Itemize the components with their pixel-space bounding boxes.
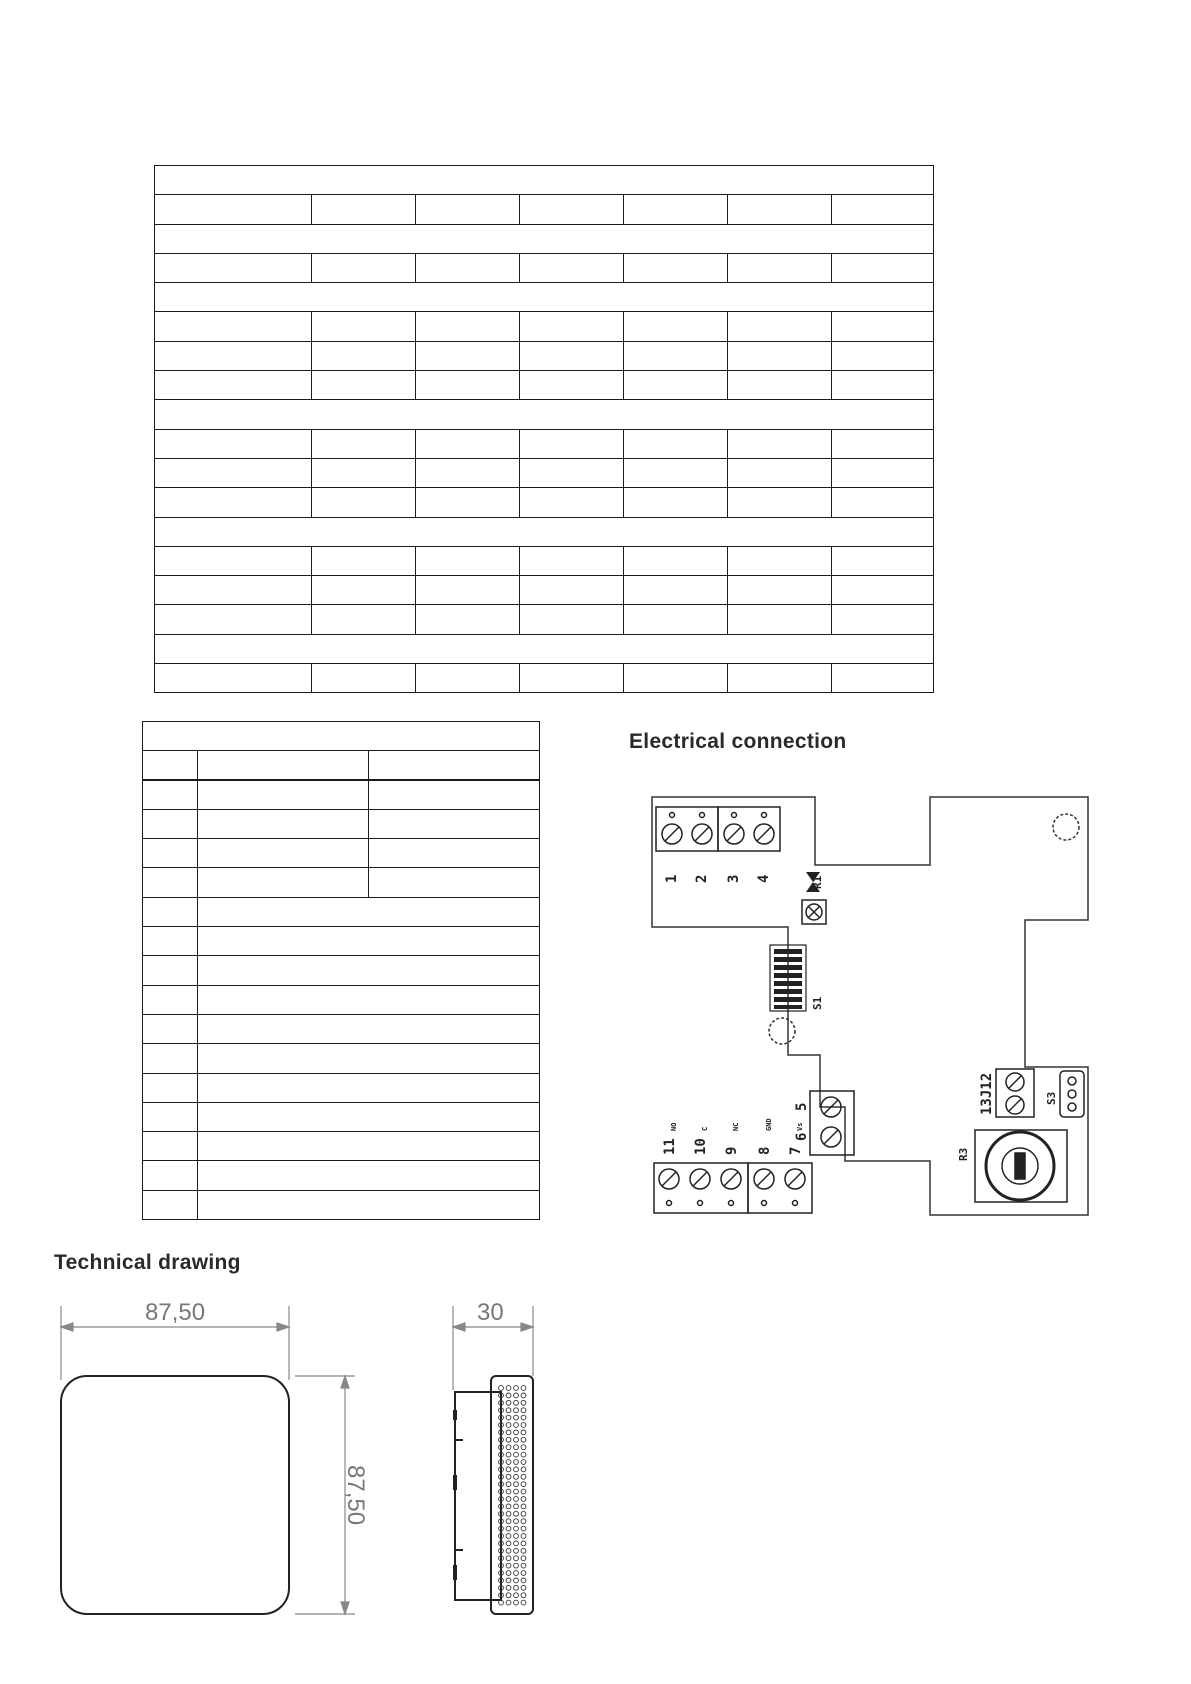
r1-component [802, 872, 826, 924]
vent-hole [514, 1563, 519, 1568]
table-section-row [155, 517, 934, 546]
table-row [155, 605, 934, 634]
table-row [155, 664, 934, 693]
r3-potentiometer [975, 1130, 1067, 1202]
table-row [143, 868, 540, 897]
vent-hole [521, 1578, 526, 1583]
terminal-label: 1 [664, 874, 680, 883]
terminal-label: 7 [788, 1146, 804, 1155]
table-row [143, 897, 540, 926]
terminal-label: 10 [693, 1138, 709, 1155]
vent-hole [506, 1593, 511, 1598]
table-row [155, 488, 934, 517]
vent-hole [521, 1585, 526, 1590]
vent-hole [506, 1437, 511, 1442]
terminal-sublabel: C [701, 1126, 709, 1131]
table-row [143, 1161, 540, 1190]
terminal-block-bottom [654, 1163, 812, 1213]
table-row [155, 341, 934, 370]
vent-hole [506, 1585, 511, 1590]
ventilation-grille [499, 1386, 526, 1605]
terminal-label: 6 [794, 1132, 810, 1141]
terminal-label: 2 [694, 874, 710, 883]
vent-hole [514, 1504, 519, 1509]
vent-hole [521, 1474, 526, 1479]
vent-hole [506, 1445, 511, 1450]
vent-hole [521, 1408, 526, 1413]
vent-hole [514, 1571, 519, 1576]
technical-drawing-heading: Technical drawing [54, 1251, 241, 1274]
table-row [155, 253, 934, 282]
table-row [143, 780, 540, 809]
vent-hole [521, 1519, 526, 1524]
vent-hole [506, 1556, 511, 1561]
front-view-drawing [55, 1299, 369, 1630]
r3-label: R3 [957, 1147, 970, 1161]
vent-hole [514, 1600, 519, 1605]
vent-hole [521, 1593, 526, 1598]
vent-hole [514, 1430, 519, 1435]
width-dimension: 87,50 [145, 1299, 206, 1326]
vent-hole [521, 1571, 526, 1576]
vent-hole [506, 1504, 511, 1509]
table-row [155, 371, 934, 400]
terminal-sublabel: GND [765, 1118, 773, 1131]
vent-hole [521, 1415, 526, 1420]
table-row [143, 809, 540, 838]
mounting-hole [769, 1018, 795, 1044]
vent-hole [521, 1452, 526, 1457]
s1-dip-switch [770, 945, 824, 1011]
table-row [143, 1190, 540, 1219]
vent-hole [506, 1386, 511, 1391]
vent-hole [506, 1600, 511, 1605]
table-row [143, 1073, 540, 1102]
vent-hole [514, 1519, 519, 1524]
vent-hole [506, 1452, 511, 1457]
vent-hole [514, 1548, 519, 1553]
vent-hole [521, 1600, 526, 1605]
table-row [143, 1014, 540, 1043]
vent-hole [521, 1393, 526, 1398]
table-header-row [143, 751, 540, 780]
vent-hole [521, 1445, 526, 1450]
vent-hole [506, 1408, 511, 1413]
terminal-label: 3 [726, 874, 742, 883]
vent-hole [521, 1482, 526, 1487]
vent-hole [514, 1386, 519, 1391]
vent-hole [514, 1408, 519, 1413]
mounting-hole [1053, 814, 1079, 840]
vent-hole [514, 1556, 519, 1561]
s1-label: S1 [811, 996, 824, 1010]
table-row [143, 956, 540, 985]
vent-hole [521, 1467, 526, 1472]
vent-hole [521, 1563, 526, 1568]
table-row [143, 1102, 540, 1131]
vent-hole [506, 1497, 511, 1502]
vent-hole [521, 1511, 526, 1516]
table-row [155, 195, 934, 224]
device-front-outline [61, 1376, 289, 1614]
table-section-row [155, 224, 934, 253]
vent-hole [521, 1386, 526, 1391]
table-row [155, 458, 934, 487]
r1-label: R1 [811, 875, 824, 889]
table-section-row [155, 166, 934, 195]
vent-hole [514, 1452, 519, 1457]
table-row [143, 985, 540, 1014]
vent-hole [506, 1571, 511, 1576]
table-row [143, 1132, 540, 1161]
vent-hole [506, 1430, 511, 1435]
vent-hole [514, 1437, 519, 1442]
vent-hole [506, 1563, 511, 1568]
terminal-block-side [810, 1091, 854, 1155]
table-section-row [155, 400, 934, 429]
s3-label: S3 [1045, 1091, 1058, 1105]
table-row [143, 1044, 540, 1073]
vent-hole [506, 1548, 511, 1553]
vent-hole [514, 1534, 519, 1539]
vent-hole [514, 1593, 519, 1598]
terminal-label: 9 [724, 1146, 740, 1155]
vent-hole [514, 1400, 519, 1405]
vent-hole [514, 1460, 519, 1465]
vent-hole [514, 1445, 519, 1450]
terminal-label: 5 [794, 1102, 810, 1111]
vent-hole [514, 1393, 519, 1398]
jumper-block [996, 1069, 1084, 1117]
vent-hole [514, 1585, 519, 1590]
vent-hole [506, 1578, 511, 1583]
vent-hole [514, 1415, 519, 1420]
jumper-label: 13J12 [979, 1072, 995, 1115]
vent-hole [521, 1460, 526, 1465]
vent-hole [514, 1423, 519, 1428]
vent-hole [506, 1519, 511, 1524]
vent-hole [514, 1474, 519, 1479]
vent-hole [514, 1578, 519, 1583]
specification-table [154, 165, 934, 693]
vent-hole [521, 1400, 526, 1405]
terminal-label: 4 [756, 874, 772, 883]
vent-hole [521, 1548, 526, 1553]
table-section-row [143, 722, 540, 751]
electrical-connection-heading: Electrical connection [629, 730, 847, 753]
vent-hole [514, 1541, 519, 1546]
vent-hole [521, 1541, 526, 1546]
vent-hole [499, 1386, 504, 1391]
table-row [155, 429, 934, 458]
vent-hole [521, 1534, 526, 1539]
vent-hole [506, 1460, 511, 1465]
vent-hole [506, 1511, 511, 1516]
terminal-sublabel: NC [732, 1122, 740, 1131]
vent-hole [506, 1415, 511, 1420]
terminal-sublabel: NO [670, 1122, 678, 1131]
table-section-row [155, 283, 934, 312]
vent-hole [521, 1489, 526, 1494]
vent-hole [521, 1556, 526, 1561]
side-view-drawing [445, 1300, 545, 1630]
table-section-row [155, 634, 934, 663]
vent-hole [506, 1526, 511, 1531]
table-row [155, 546, 934, 575]
vent-hole [514, 1467, 519, 1472]
table-row [143, 839, 540, 868]
vent-hole [506, 1474, 511, 1479]
vent-hole [521, 1504, 526, 1509]
vent-hole [521, 1526, 526, 1531]
vent-hole [506, 1541, 511, 1546]
terminal-table [142, 721, 540, 1220]
table-row [155, 312, 934, 341]
vent-hole [514, 1497, 519, 1502]
table-row [143, 927, 540, 956]
vent-hole [506, 1482, 511, 1487]
vent-hole [506, 1534, 511, 1539]
depth-dimension: 30 [477, 1299, 504, 1326]
vent-hole [521, 1423, 526, 1428]
terminal-label: 11 [662, 1138, 678, 1155]
vent-hole [521, 1497, 526, 1502]
terminal-sublabel: Vs [796, 1122, 804, 1131]
vent-hole [506, 1423, 511, 1428]
vent-hole [514, 1482, 519, 1487]
vent-hole [521, 1430, 526, 1435]
terminal-label: 8 [757, 1146, 773, 1155]
vent-hole [514, 1511, 519, 1516]
height-dimension: 87,50 [342, 1465, 369, 1526]
vent-hole [506, 1489, 511, 1494]
vent-hole [514, 1489, 519, 1494]
vent-hole [506, 1393, 511, 1398]
vent-hole [506, 1467, 511, 1472]
vent-hole [514, 1526, 519, 1531]
vent-hole [506, 1400, 511, 1405]
table-row [155, 576, 934, 605]
terminal-block-top [656, 807, 780, 851]
vent-hole [521, 1437, 526, 1442]
pcb-diagram [640, 785, 1100, 1225]
